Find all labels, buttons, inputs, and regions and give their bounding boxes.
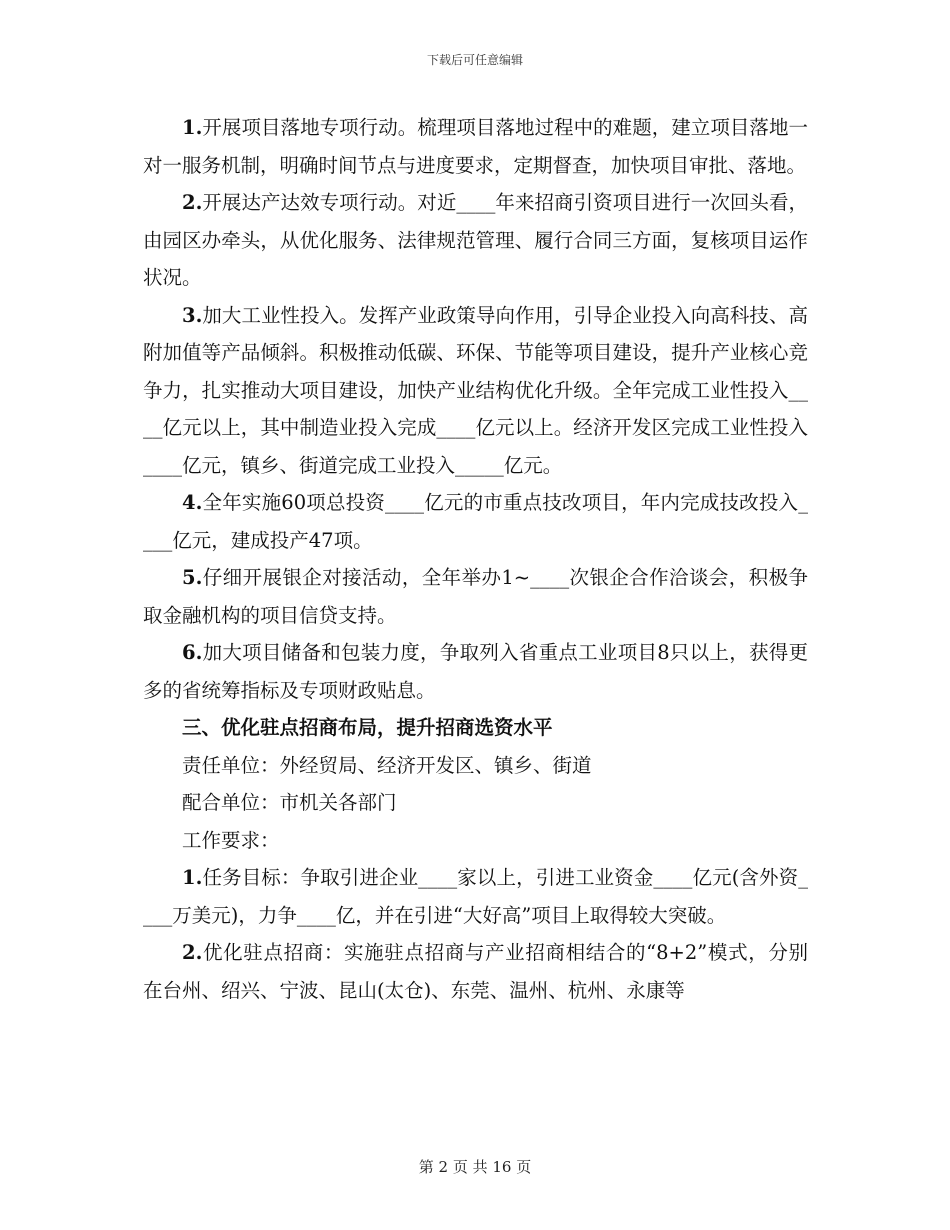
responsible-units: 责任单位：外经贸局、经济开发区、镇乡、街道 [182,753,592,777]
item-number: 2. [182,941,203,964]
item-number: 4. [182,491,203,514]
paragraph-item-2 [143,184,808,297]
item-text: 仔细开展银企对接活动，全年举办1~____次银企合作洽谈会，积极争取金融机构的项目信贷支持。 [143,566,808,627]
paragraph-item-3 [143,297,808,485]
item-number: 1. [182,866,203,889]
work-requirements-label: 工作要求： [182,828,280,852]
paragraph-item-6 [143,634,808,709]
item-text: 开展达产达效专项行动。对近____年来招商引资项目进行一次回头看，由园区办牵头，从优化服务、法律规范管理、履行合同三方面，复核项目运作状况。 [143,191,808,289]
cooperating-units: 配合单位：市机关各部门 [182,791,397,814]
paragraph-item-4 [143,484,808,559]
paragraph-item-1 [143,109,808,184]
item-number: 1. [182,116,203,139]
paragraph-item-5 [143,559,808,634]
item-text: 任务目标：争取引进企业____家以上，引进工业资金____亿元(含外资____万美元)，力争____亿，并在引进“大好高”项目上取得较大突破。 [143,866,808,927]
document-body [143,109,808,1009]
item-number: 2. [182,191,203,214]
page-number: 第 2 页 共 16 页 [418,1158,532,1176]
page-header: 下载后可任意编辑 [426,53,523,67]
section-heading: 三、优化驻点招商布局，提升招商选资水平 [182,716,553,739]
item-text: 全年实施60项总投资____亿元的市重点技改项目，年内完成技改投入____亿元，建成投产47项。 [143,491,808,552]
item-text: 加大工业性投入。发挥产业政策导向作用，引导企业投入向高科技、高附加值等产品倾斜。积极推动低碳、环保、节能等项目建设，提升产业核心竞争力，扎实推动大项目建设，加快产业结构优化升级。全年完成工业性投入____亿元以上，其中制造业投入完成____亿元以上。经济开发区完成工业性投入____亿元，镇乡、街道完成工业投入_____亿元。 [143,303,808,477]
item-number: 6. [182,641,203,664]
item-text: 加大项目储备和包装力度，争取列入省重点工业项目8只以上，获得更多的省统筹指标及专项财政贴息。 [143,641,808,702]
item-text: 开展项目落地专项行动。梳理项目落地过程中的难题，建立项目落地一对一服务机制，明确时间节点与进度要求，定期督查，加快项目审批、落地。 [143,116,808,177]
item-number: 3. [182,303,203,327]
requirement-item-2 [143,934,808,1009]
item-text: 优化驻点招商：实施驻点招商与产业招商相结合的“8+2”模式，分别在台州、绍兴、宁波、昆山(太仓)、东莞、温州、杭州、永康等 [143,941,808,1002]
requirement-item-1 [143,859,808,934]
item-number: 5. [182,566,203,589]
